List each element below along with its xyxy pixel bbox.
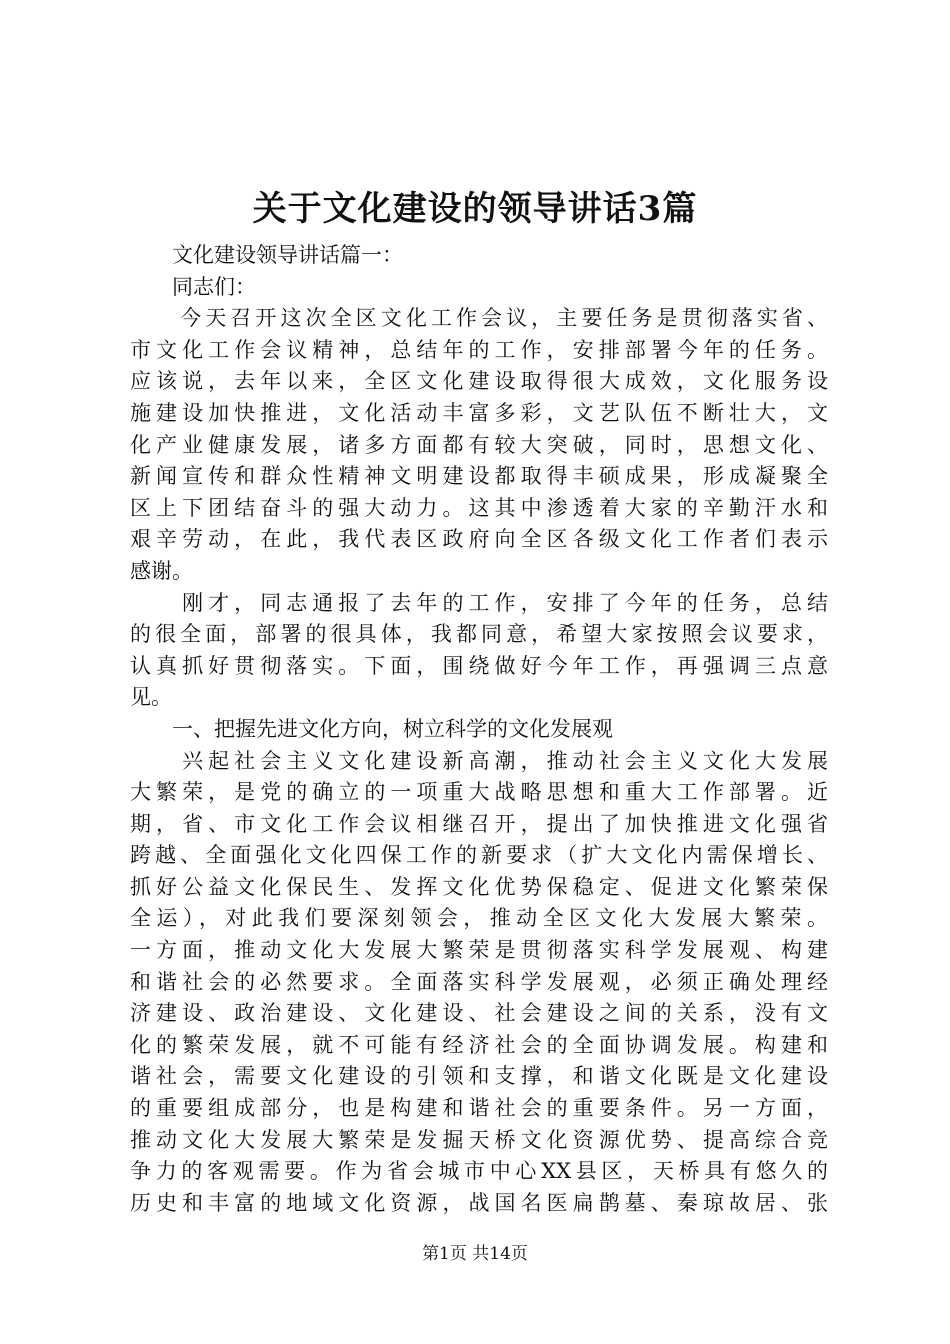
text-line: 艰辛劳动，在此，我代表区政府向全区各级文化工作者们表示 [130,527,828,552]
text-line: 刚才，同志通报了去年的工作，安排了今年的任务，总结 [130,590,828,615]
text-line: 兴起社会主义文化建设新高潮，推动社会主义文化大发展 [130,748,828,773]
text-line: 感谢。 [130,558,193,583]
text-line: 一方面，推动文化大发展大繁荣是贯彻落实科学发展观、构建 [130,938,828,963]
text-line: 化的繁荣发展，就不可能有经济社会的全面协调发展。构建和 [130,1032,828,1057]
text-line: 见。 [130,685,172,710]
text-line: 应该说，去年以来，全区文化建设取得很大成效，文化服务设 [130,369,828,394]
text-line: 和谐社会的必然要求。全面落实科学发展观，必须正确处理经 [130,969,828,994]
text-line: 期，省、市文化工作会议相继召开，提出了加快推进文化强省 [130,811,828,836]
text-line: 同志们： [130,274,256,299]
text-line: 市文化工作会议精神，总结年的工作，安排部署今年的任务。 [130,337,828,362]
text-line: 一、把握先进文化方向，树立科学的文化发展观 [130,716,613,741]
text-line: 争力的客观需要。作为省会城市中心XX县区，天桥具有悠久的 [130,1159,828,1184]
text-line: 全运），对此我们要深刻领会，推动全区文化大发展大繁荣。 [130,906,828,931]
text-line: 区上下团结奋斗的强大动力。这其中渗透着大家的辛勤汗水和 [130,495,828,520]
text-line: 抓好公益文化保民生、发挥文化优势保稳定、促进文化繁荣保 [130,874,828,899]
text-line: 认真抓好贯彻落实。下面，围绕做好今年工作，再强调三点意 [130,653,828,678]
text-line: 施建设加快推进，文化活动丰富多彩，文艺队伍不断壮大，文 [130,400,828,425]
text-line: 新闻宣传和群众性精神文明建设都取得丰硕成果，形成凝聚全 [130,464,828,489]
text-line: 大繁荣，是党的确立的一项重大战略思想和重大工作部署。近 [130,780,828,805]
text-line: 化产业健康发展，诸多方面都有较大突破，同时，思想文化、 [130,432,828,457]
document-body [130,240,828,1219]
text-line: 的很全面，部署的很具体，我都同意，希望大家按照会议要求， [130,622,828,647]
text-line: 今天召开这次全区文化工作会议，主要任务是贯彻落实省、 [130,306,828,331]
document-title: 关于文化建设的领导讲话3篇 [252,189,698,229]
text-line: 文化建设领导讲话篇一： [130,243,403,267]
text-line: 的重要组成部分，也是构建和谐社会的重要条件。另一方面， [130,1096,828,1121]
page-footer: 第1页 共14页 [422,1244,528,1264]
text-line: 跨越、全面强化文化四保工作的新要求（扩大文化内需保增长、 [130,843,828,868]
text-line: 推动文化大发展大繁荣是发掘天桥文化资源优势、提高综合竞 [130,1127,828,1152]
text-line: 谐社会，需要文化建设的引领和支撑，和谐文化既是文化建设 [130,1064,828,1089]
text-line: 历史和丰富的地域文化资源，战国名医扁鹊墓、秦琼故居、张 [130,1190,828,1215]
text-line: 济建设、政治建设、文化建设、社会建设之间的关系，没有文 [130,1001,828,1026]
